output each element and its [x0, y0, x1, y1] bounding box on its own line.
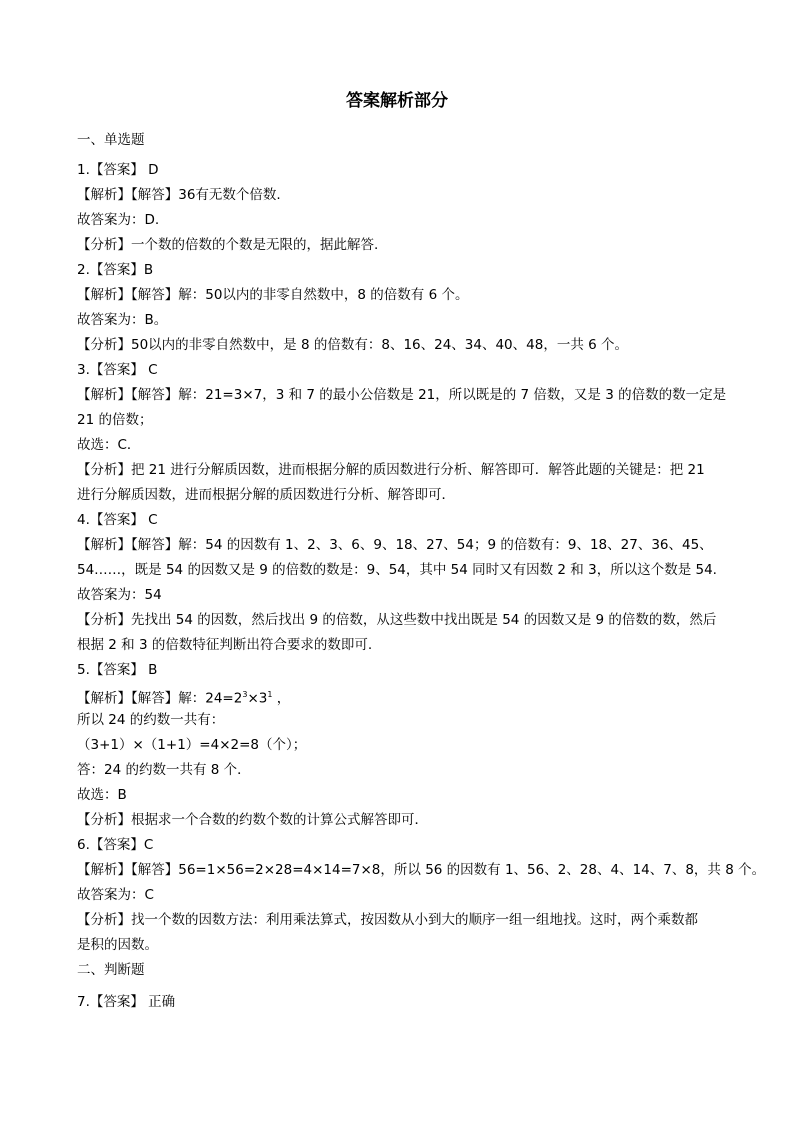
answer-line: 7.【答案】 正确 — [77, 994, 176, 1010]
answer-conclusion-line: 故答案为：54 — [77, 587, 162, 603]
analysis-note-line: 【分析】找一个数的因数方法：利用乘法算式，按因数从小到大的顺序一组一组地找。这时，两个乘数都 — [77, 912, 698, 928]
analysis-line-cont: 21 的倍数； — [77, 412, 153, 428]
page-title: 答案解析部分 — [346, 91, 448, 111]
answer-line: 3.【答案】 C — [77, 362, 158, 378]
analysis-note-line: 【分析】一个数的倍数的个数是无限的，据此解答. — [77, 237, 379, 253]
formula-prefix: 【解析】【解答】解：24=2 — [77, 690, 243, 707]
analysis-line: 【解析】【解答】解：21=3×7，3 和 7 的最小公倍数是 21，所以既是的 7 倍数，又是 3 的倍数的数一定是 — [77, 387, 727, 403]
analysis-line-cont: （3+1）×（1+1）=4×2=8（个）； — [77, 737, 307, 753]
section-heading-true-false: 二、判断题 — [77, 962, 145, 978]
analysis-line: 【解析】【解答】解：50以内的非零自然数中，8 的倍数有 6 个。 — [77, 287, 469, 303]
answer-line: 5.【答案】 B — [77, 662, 158, 678]
analysis-note-line-cont: 根据 2 和 3 的倍数特征判断出符合要求的数即可. — [77, 637, 373, 653]
analysis-note-line: 【分析】把 21 进行分解质因数，进而根据分解的质因数进行分析、解答即可．解答此题的关键是：把 21 — [77, 462, 705, 478]
answer-conclusion-line: 故选：B — [77, 787, 127, 803]
analysis-line-cont: 答：24 的约数一共有 8 个． — [77, 762, 251, 778]
answer-line: 2.【答案】B — [77, 262, 154, 278]
analysis-line: 【解析】【解答】56=1×56=2×28=4×14=7×8，所以 56 的因数有 1、56、2、28、4、14、7、8，共 8 个。 — [77, 862, 766, 878]
analysis-formula-line — [77, 685, 722, 709]
analysis-line-cont: 所以 24 的约数一共有： — [77, 712, 225, 728]
analysis-note-line: 【分析】50以内的非零自然数中，是 8 的倍数有：8、16、24、34、40、48，一共 6 个。 — [77, 337, 629, 353]
answer-line: 1.【答案】 D — [77, 162, 159, 178]
analysis-line-cont: 54……，既是 54 的因数又是 9 的倍数的数是：9、54，其中 54 同时又有因数 2 和 3，所以这个数是 54. — [77, 562, 717, 578]
analysis-note-line: 【分析】先找出 54 的因数，然后找出 9 的倍数，从这些数中找出既是 54 的因数又是 9 的倍数的数，然后 — [77, 612, 717, 628]
answer-line: 4.【答案】 C — [77, 512, 158, 528]
formula-middle: ×3 — [247, 690, 268, 707]
formula-exponent: 1 — [267, 690, 273, 699]
analysis-line: 【解析】【解答】解：54 的因数有 1、2、3、6、9、18、27、54；9 的倍数有：9、18、27、36、45、 — [77, 537, 713, 553]
answer-conclusion-line: 故选：C． — [77, 437, 141, 453]
section-heading-single-choice: 一、单选题 — [77, 132, 145, 148]
answer-conclusion-line: 故答案为：C — [77, 887, 154, 903]
formula-suffix: ， — [272, 690, 291, 707]
answer-line: 6.【答案】C — [77, 837, 154, 853]
analysis-line: 【解析】【解答】36有无数个倍数. — [77, 187, 281, 203]
analysis-note-line-cont: 是积的因数。 — [77, 937, 158, 953]
answer-conclusion-line: 故答案为：D. — [77, 212, 160, 228]
analysis-note-line-cont: 进行分解质因数，进而根据分解的质因数进行分析、解答即可． — [77, 487, 455, 503]
analysis-note-line: 【分析】根据求一个合数的约数个数的计算公式解答即可． — [77, 812, 428, 828]
formula-exponent: 3 — [242, 690, 248, 699]
answer-conclusion-line: 故答案为：B。 — [77, 312, 168, 328]
